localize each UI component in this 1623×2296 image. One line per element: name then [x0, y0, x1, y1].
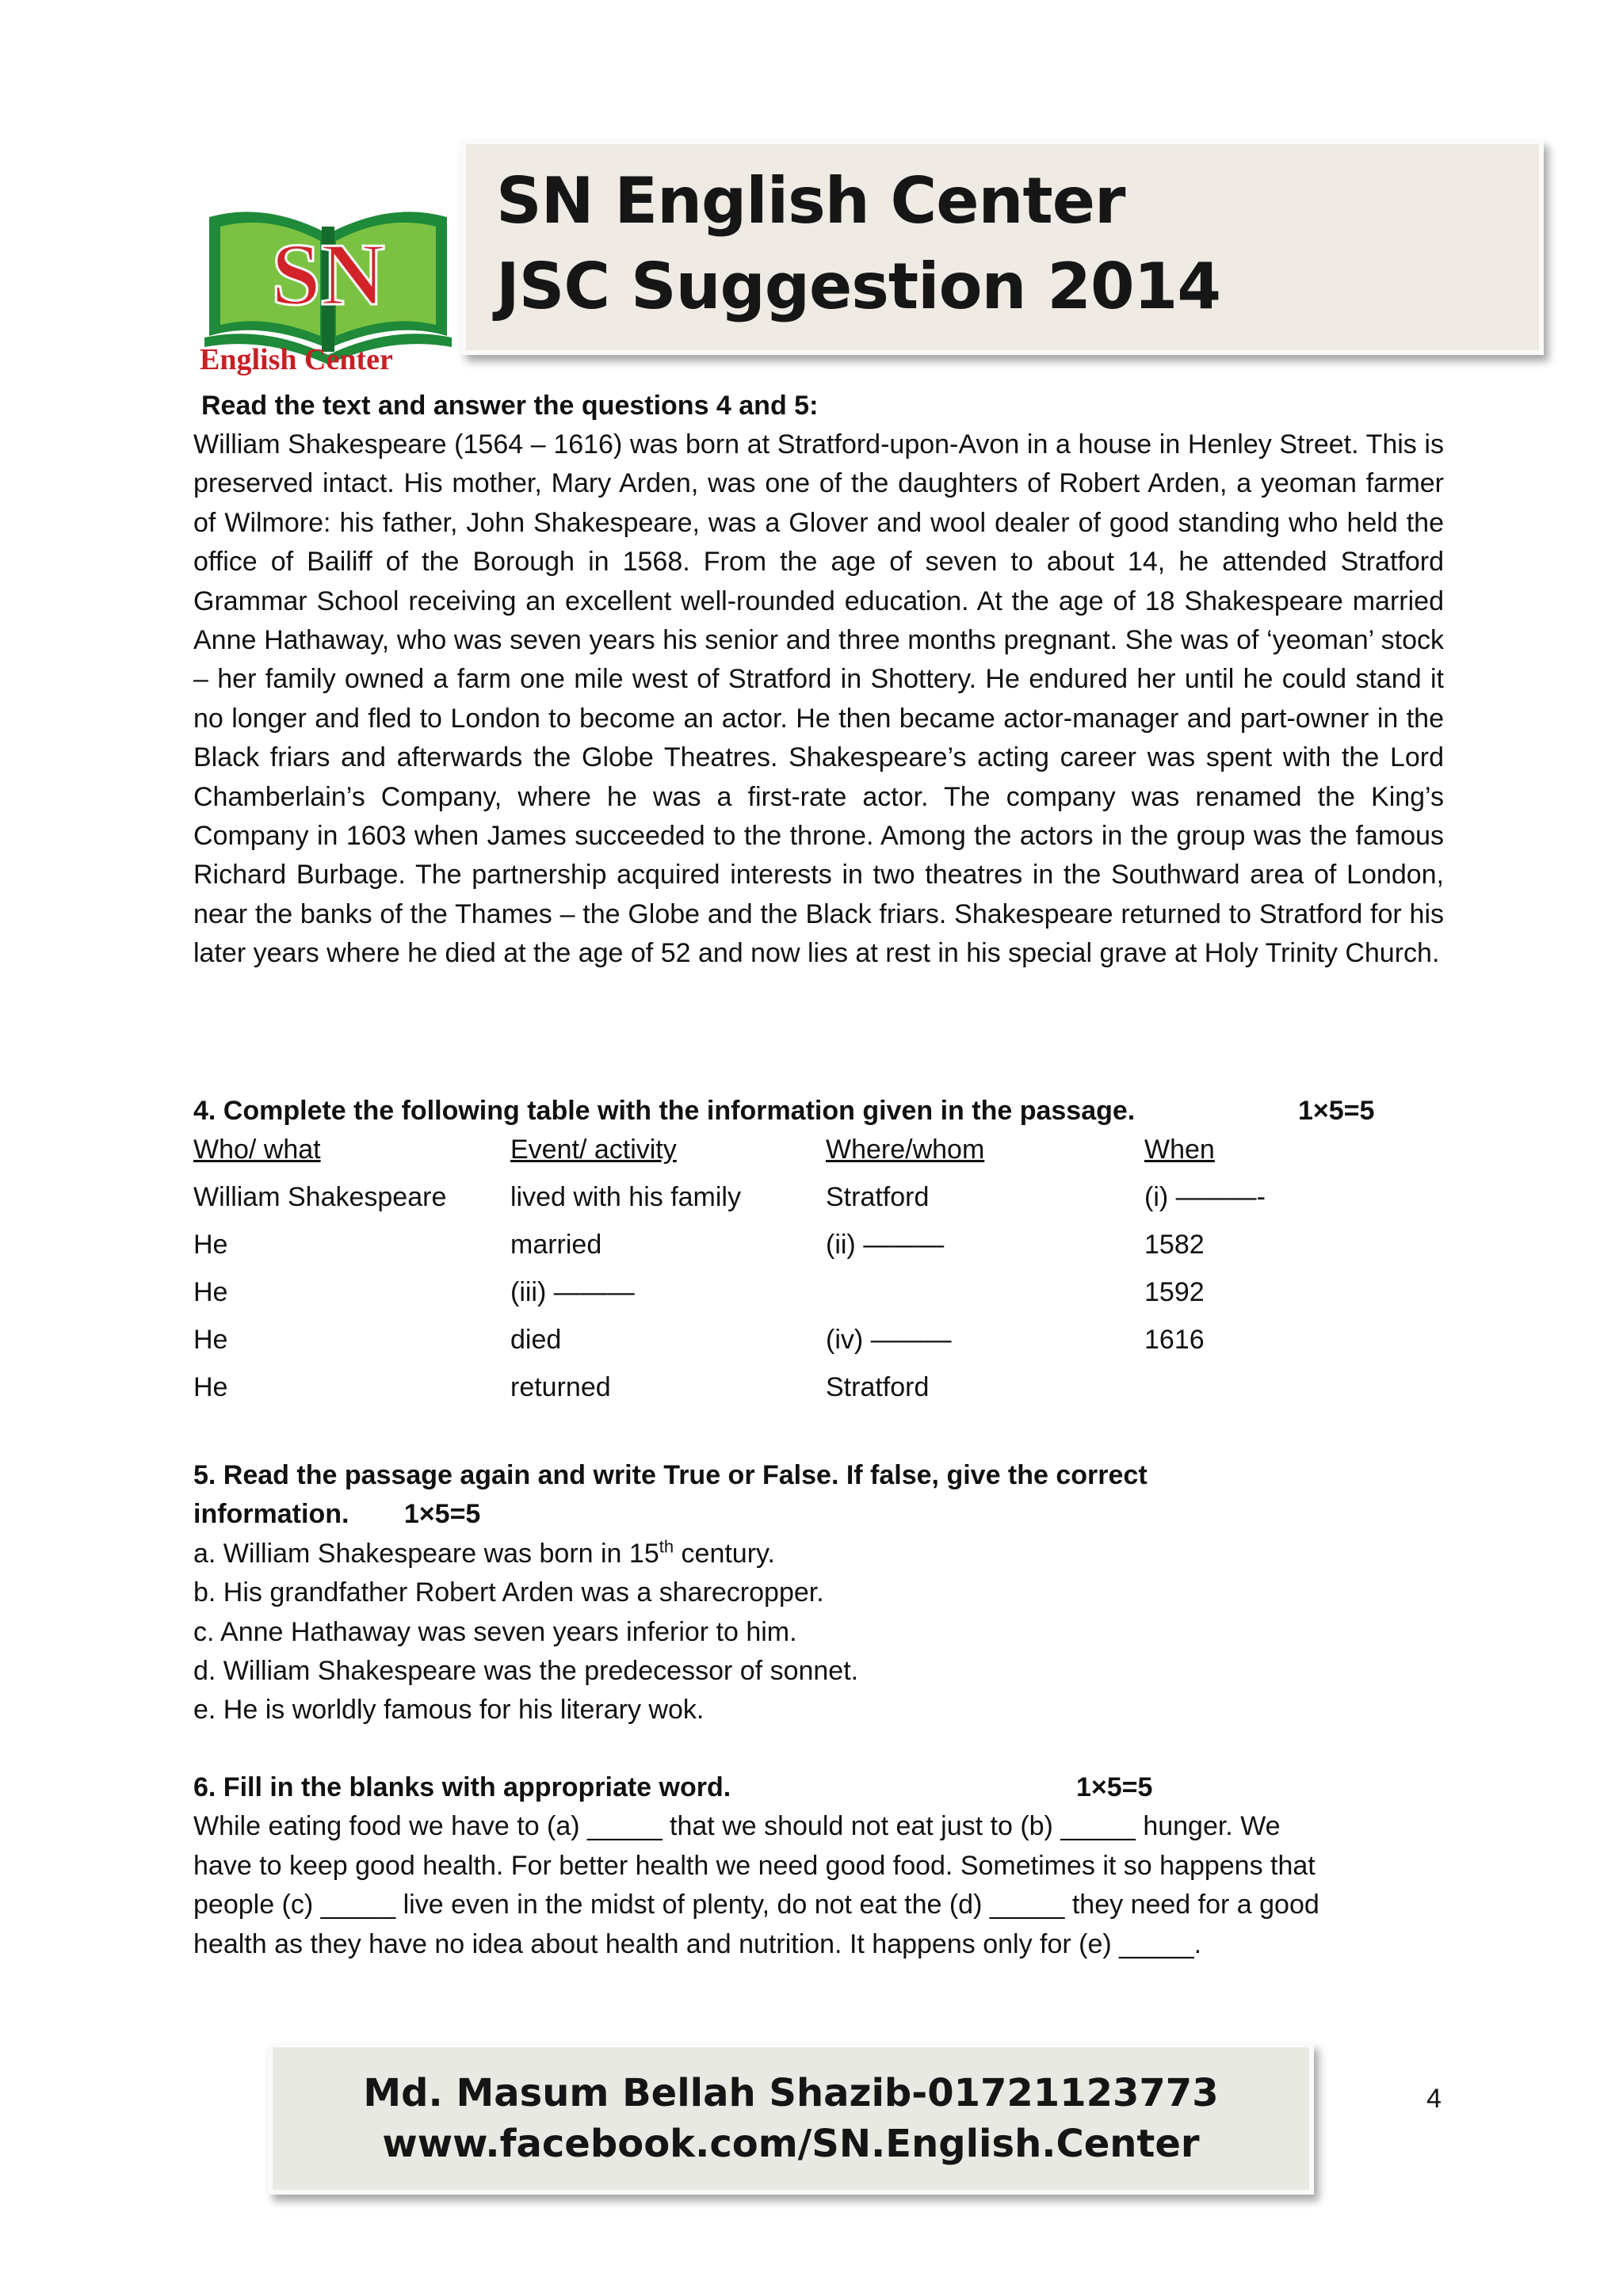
page-number: 4 [1426, 2084, 1442, 2114]
table-cell: Stratford [826, 1372, 930, 1402]
table-cell: lived with his family [510, 1182, 741, 1212]
list-item: e. He is worldly famous for his literary wok. [193, 1695, 705, 1726]
table-cell: William Shakespeare [193, 1182, 447, 1212]
q4-marks: 1×5=5 [1298, 1096, 1375, 1126]
footer-banner [268, 2042, 1314, 2195]
table-cell: Stratford [826, 1182, 930, 1212]
fill-blank-line: health as they have no idea about health and nutrition. It happens only for (e) _____. [193, 1928, 1202, 1959]
passage-text: William Shakespeare (1564 – 1616) was born at Stratford-upon-Avon in a house in Henley Street. This is preserved intact. His mother, Mary Arden, was one of the daughters of Robert Arden, a yeoman farmer of Wilmore: his father, John Shakespeare, was a Glover and wool dealer of good standing who held the office of Bailiff of the Borough in 1568. From the age of seven to about 14, he attended Stratford Grammar School receiving an excellent well-rounded education. At the age of 18 Shakespeare married Anne Hathaway, who was seven years his senior and three months pregnant. She was of ‘yeoman’ stock – her family owned a farm one mile west of Stratford in Shottery. He endured her until he could stand it no longer and fled to London to become an actor. He then became actor-manager and part-owner in the Black friars and afterwards the Globe Theatres. Shakespeare’s acting career was spent with the Lord Chamberlain’s Company, where he was a first-rate actor. The company was renamed the King’s Company in 1603 when James succeeded to the throne. Among the actors in the group was the famous Richard Burbage. The partnership acquired interests in two theatres in the Southward area of London, near the banks of the Thames – the Globe and the Black friars. Shakespeare returned to Stratford for his later years where he died at the age of 52 and now lies at rest in his special grave at Holy Trinity Church. [193, 429, 1444, 969]
table-cell: He [193, 1325, 228, 1355]
q6-section [193, 1768, 1319, 1964]
table-cell: He [193, 1277, 228, 1307]
table-cell: (iii) ——— [510, 1277, 635, 1307]
table-cell: He [193, 1372, 228, 1402]
q6-heading: 6. Fill in the blanks with appropriate word. [193, 1772, 731, 1802]
list-item: d. William Shakespeare was the predecessor of sonnet. [193, 1656, 859, 1687]
table-cell: 1592 [1144, 1277, 1205, 1307]
table-cell: (ii) ——— [826, 1230, 945, 1260]
table-cell: returned [510, 1372, 611, 1402]
list-item: a. William Shakespeare was born in 15th century. [193, 1536, 775, 1569]
footer-facebook-link[interactable]: www.facebook.com/SN.English.Center [382, 2122, 1200, 2166]
table-cell: He [193, 1230, 228, 1260]
q5-heading-cont: information. [193, 1499, 349, 1530]
table-header-cell: Where/whom [826, 1135, 985, 1165]
footer-author: Md. Masum Bellah Shazib-01721123773 [363, 2071, 1219, 2115]
list-item: b. His grandfather Robert Arden was a sharecropper. [193, 1577, 824, 1608]
logo-caption: English Center [200, 343, 393, 376]
table-header-cell: When [1144, 1135, 1215, 1165]
fill-blank-line: have to keep good health. For better health we need good food. Sometimes it so happens that [193, 1850, 1316, 1881]
table-header-cell: Who/ what [193, 1135, 321, 1165]
header-title: SN English Center [496, 164, 1125, 238]
logo-letters: SN [271, 226, 385, 324]
header-banner [461, 139, 1544, 355]
table-cell: died [510, 1325, 562, 1355]
table-cell: (i) ———- [1144, 1182, 1266, 1212]
table-cell: married [510, 1230, 602, 1260]
table-cell: 1616 [1144, 1325, 1205, 1355]
q4-heading: 4. Complete the following table with the information given in the passage. [193, 1096, 1136, 1126]
reading-passage-section [193, 387, 1444, 974]
table-header-cell: Event/ activity [510, 1135, 677, 1165]
q6-marks: 1×5=5 [1076, 1772, 1153, 1802]
passage-instruction: Read the text and answer the questions 4 and 5: [201, 391, 819, 421]
q5-section [193, 1456, 1148, 1730]
table-cell: (iv) ——— [826, 1325, 952, 1355]
fill-blank-line: While eating food we have to (a) _____ that we should not eat just to (b) _____ hunger. We [193, 1811, 1281, 1842]
table-cell: 1582 [1144, 1230, 1205, 1260]
header-subtitle: JSC Suggestion 2014 [496, 250, 1221, 323]
q5-heading: 5. Read the passage again and write True or False. If false, give the correct [193, 1460, 1148, 1490]
list-item: c. Anne Hathaway was seven years inferior to him. [193, 1616, 797, 1647]
q5-marks: 1×5=5 [403, 1499, 481, 1530]
fill-blank-line: people (c) _____ live even in the midst of plenty, do not eat the (d) _____ they need for a good [193, 1890, 1319, 1920]
